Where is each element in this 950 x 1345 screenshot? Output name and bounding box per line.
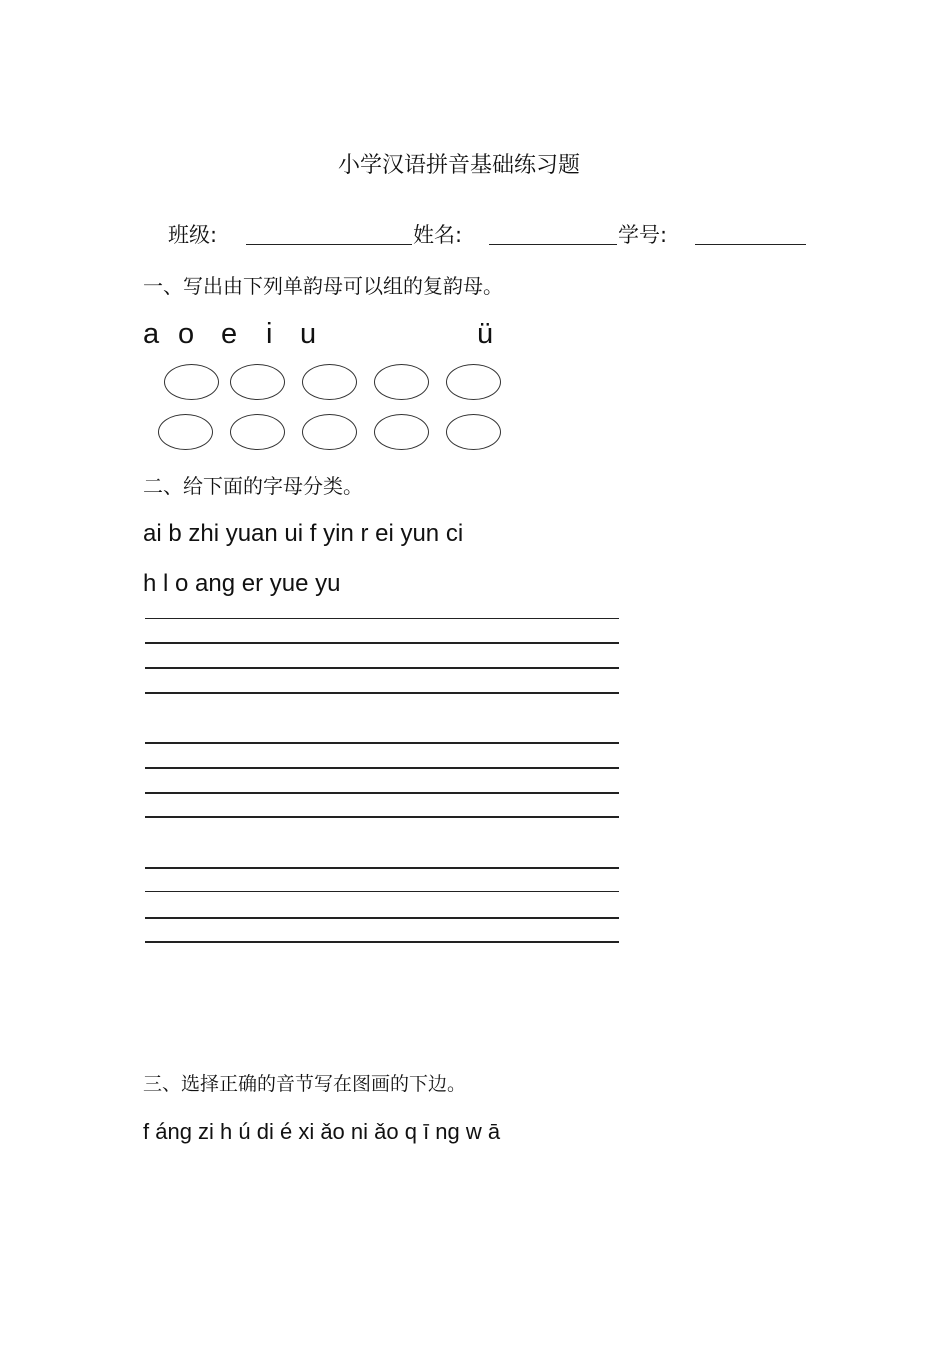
class-blank[interactable] [246,244,412,245]
writing-line[interactable] [145,618,619,619]
answer-oval[interactable] [374,364,429,400]
answer-oval[interactable] [158,414,213,450]
answer-oval[interactable] [230,364,285,400]
vowel-a: a [143,318,160,350]
answer-oval[interactable] [164,364,219,400]
vowel-i: i [266,318,273,350]
number-blank[interactable] [695,244,806,245]
writing-line[interactable] [145,792,619,794]
answer-oval[interactable] [446,414,501,450]
number-label: 学号: [618,223,668,247]
section1-heading: 一、写出由下列单韵母可以组的复韵母。 [143,274,503,298]
vowel-v: ü [477,318,494,350]
answer-oval[interactable] [230,414,285,450]
answer-oval[interactable] [302,414,357,450]
writing-line[interactable] [145,816,619,818]
writing-line[interactable] [145,767,619,769]
answer-oval[interactable] [302,364,357,400]
name-blank[interactable] [489,244,617,245]
class-label: 班级: [168,223,218,247]
answer-oval[interactable] [374,414,429,450]
writing-line[interactable] [145,692,619,694]
vowel-u: u [300,318,317,350]
writing-line[interactable] [145,867,619,869]
section3-heading: 三、选择正确的音节写在图画的下边。 [143,1073,467,1095]
syllables-line: f áng zi h ú di é xi ǎo ni ǎo q ī ng w ā [143,1119,501,1144]
letters-line-1: ai b zhi yuan ui f yin r ei yun ci [143,520,464,547]
letters-line-2: h l o ang er yue yu [143,570,341,597]
answer-oval[interactable] [446,364,501,400]
writing-line[interactable] [145,667,619,669]
writing-line[interactable] [145,917,619,919]
vowel-e: e [221,318,238,350]
vowel-o: o [178,318,195,350]
writing-line[interactable] [145,742,619,744]
name-label: 姓名: [413,223,463,247]
section2-heading: 二、给下面的字母分类。 [143,474,363,498]
writing-line[interactable] [145,642,619,644]
writing-line[interactable] [145,891,619,892]
writing-line[interactable] [145,941,619,943]
page-title: 小学汉语拼音基础练习题 [337,153,580,178]
